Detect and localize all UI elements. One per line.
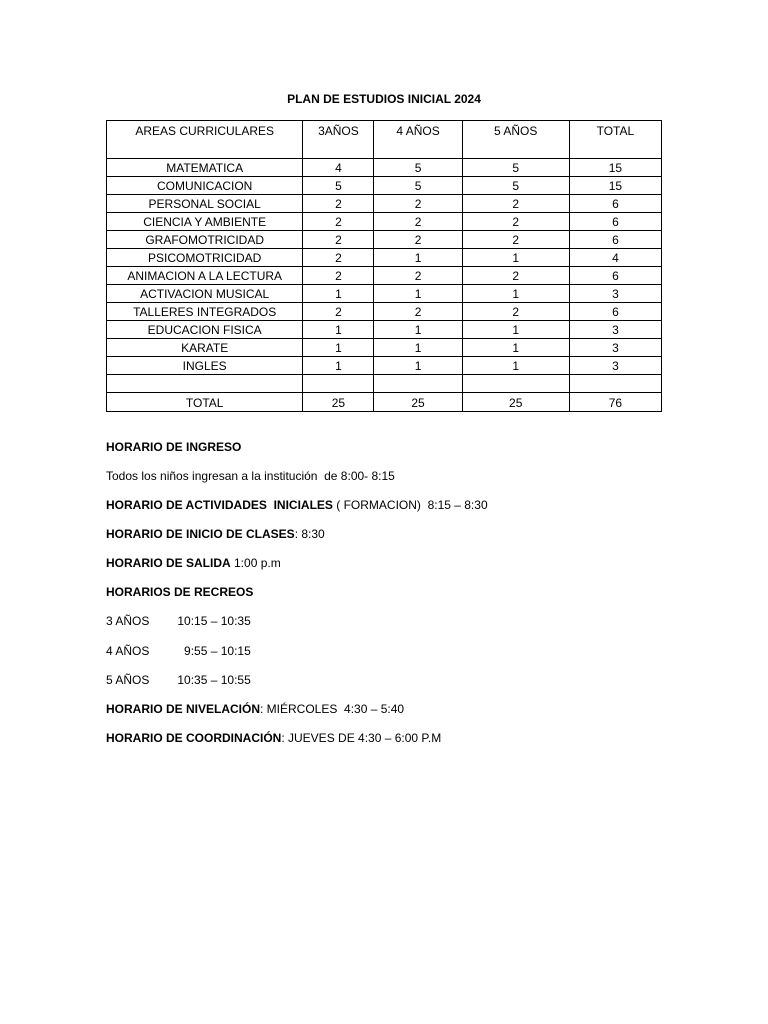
cell-5-anos: 2 (462, 267, 569, 285)
cell-total: 3 (569, 321, 661, 339)
nivelacion-label: HORARIO DE NIVELACIÓN (106, 702, 261, 716)
coordinacion-value: : JUEVES DE 4:30 – 6:00 P.M (281, 731, 442, 745)
total-area: TOTAL (107, 393, 303, 412)
cell-4-anos: 1 (374, 339, 462, 357)
recreo-grade: 4 AÑOS (106, 644, 150, 658)
cell-3-anos: 2 (303, 267, 374, 285)
table-blank-row (107, 375, 662, 393)
actividades-line (106, 498, 488, 512)
cell-area: EDUCACION FISICA (107, 321, 303, 339)
cell-area: GRAFOMOTRICIDAD (107, 231, 303, 249)
coordinacion-line (106, 731, 441, 745)
cell-total: 6 (569, 213, 661, 231)
ingreso-heading: HORARIO DE INGRESO (106, 440, 242, 454)
inicio-label: HORARIO DE INICIO DE CLASES (106, 527, 295, 541)
recreo-grade: 3 AÑOS (106, 614, 150, 628)
cell-4-anos: 5 (374, 159, 462, 177)
cell-3-anos: 5 (303, 177, 374, 195)
actividades-value: ( FORMACION) 8:15 – 8:30 (332, 498, 488, 512)
table-row (107, 177, 662, 195)
recreos-heading: HORARIOS DE RECREOS (106, 585, 254, 599)
cell-5-anos: 1 (462, 321, 569, 339)
cell-total: 15 (569, 159, 661, 177)
table-row (107, 249, 662, 267)
cell-area: COMUNICACION (107, 177, 303, 195)
cell-5-anos: 1 (462, 357, 569, 375)
cell-total: 6 (569, 195, 661, 213)
coordinacion-label: HORARIO DE COORDINACIÓN (106, 731, 282, 745)
cell-3-anos: 1 (303, 357, 374, 375)
cell-area: TALLERES INTEGRADOS (107, 303, 303, 321)
cell-area: KARATE (107, 339, 303, 357)
actividades-label: HORARIO DE ACTIVIDADES INICIALES (106, 498, 333, 512)
header-areas: AREAS CURRICULARES (107, 121, 303, 159)
cell-empty (303, 375, 374, 393)
recreo-4-anos (106, 644, 251, 658)
recreo-time: 10:15 – 10:35 (177, 614, 251, 628)
salida-line (106, 556, 281, 570)
cell-total: 15 (569, 177, 661, 195)
table-row (107, 213, 662, 231)
curriculum-table (106, 120, 662, 412)
document-title: PLAN DE ESTUDIOS INICIAL 2024 (287, 92, 481, 106)
cell-area: ANIMACION A LA LECTURA (107, 267, 303, 285)
cell-empty (374, 375, 462, 393)
cell-3-anos: 2 (303, 231, 374, 249)
header-total: TOTAL (569, 121, 661, 159)
total-4-anos: 25 (374, 393, 462, 412)
salida-value: 1:00 p.m (230, 556, 281, 570)
inicio-value: : 8:30 (294, 527, 325, 541)
cell-4-anos: 2 (374, 195, 462, 213)
recreo-3-anos (106, 614, 251, 628)
cell-total: 6 (569, 303, 661, 321)
table-row (107, 285, 662, 303)
header-4-anos: 4 AÑOS (374, 121, 462, 159)
table-row (107, 339, 662, 357)
cell-3-anos: 1 (303, 339, 374, 357)
cell-area: PERSONAL SOCIAL (107, 195, 303, 213)
cell-3-anos: 4 (303, 159, 374, 177)
cell-empty (569, 375, 661, 393)
table-row (107, 231, 662, 249)
cell-3-anos: 1 (303, 285, 374, 303)
table-row (107, 357, 662, 375)
cell-4-anos: 1 (374, 285, 462, 303)
cell-4-anos: 1 (374, 357, 462, 375)
cell-4-anos: 2 (374, 303, 462, 321)
table-total-row (107, 393, 662, 412)
cell-total: 3 (569, 285, 661, 303)
cell-total: 3 (569, 357, 661, 375)
cell-4-anos: 2 (374, 231, 462, 249)
total-5-anos: 25 (462, 393, 569, 412)
table-row (107, 267, 662, 285)
header-5-anos: 5 AÑOS (462, 121, 569, 159)
cell-3-anos: 2 (303, 195, 374, 213)
table-row (107, 195, 662, 213)
cell-total: 3 (569, 339, 661, 357)
table-row (107, 303, 662, 321)
cell-5-anos: 2 (462, 303, 569, 321)
total-total: 76 (569, 393, 661, 412)
table-row (107, 159, 662, 177)
cell-5-anos: 1 (462, 249, 569, 267)
cell-area: CIENCIA Y AMBIENTE (107, 213, 303, 231)
cell-4-anos: 1 (374, 249, 462, 267)
salida-label: HORARIO DE SALIDA (106, 556, 231, 570)
cell-area: PSICOMOTRICIDAD (107, 249, 303, 267)
cell-total: 6 (569, 231, 661, 249)
cell-5-anos: 2 (462, 231, 569, 249)
cell-empty (107, 375, 303, 393)
cell-5-anos: 2 (462, 195, 569, 213)
cell-3-anos: 2 (303, 303, 374, 321)
cell-4-anos: 5 (374, 177, 462, 195)
cell-5-anos: 2 (462, 213, 569, 231)
cell-3-anos: 2 (303, 249, 374, 267)
cell-4-anos: 2 (374, 267, 462, 285)
cell-5-anos: 5 (462, 177, 569, 195)
cell-4-anos: 2 (374, 213, 462, 231)
cell-total: 4 (569, 249, 661, 267)
recreo-5-anos (106, 673, 251, 687)
cell-area: MATEMATICA (107, 159, 303, 177)
table-header-row (107, 121, 662, 159)
table-body (107, 159, 662, 412)
recreo-time: 9:55 – 10:15 (177, 644, 251, 658)
cell-area: ACTIVACION MUSICAL (107, 285, 303, 303)
total-3-anos: 25 (303, 393, 374, 412)
cell-5-anos: 1 (462, 285, 569, 303)
table-row (107, 321, 662, 339)
cell-total: 6 (569, 267, 661, 285)
inicio-line (106, 527, 325, 541)
nivelacion-line (106, 702, 404, 716)
recreo-grade: 5 AÑOS (106, 673, 150, 687)
cell-5-anos: 1 (462, 339, 569, 357)
nivelacion-value: : MIÉRCOLES 4:30 – 5:40 (260, 702, 405, 716)
cell-3-anos: 2 (303, 213, 374, 231)
cell-5-anos: 5 (462, 159, 569, 177)
ingreso-text: Todos los niños ingresan a la institución de 8:00- 8:15 (106, 469, 395, 483)
header-3-anos: 3AÑOS (303, 121, 374, 159)
cell-3-anos: 1 (303, 321, 374, 339)
cell-4-anos: 1 (374, 321, 462, 339)
cell-area: INGLES (107, 357, 303, 375)
recreo-time: 10:35 – 10:55 (177, 673, 251, 687)
cell-empty (462, 375, 569, 393)
